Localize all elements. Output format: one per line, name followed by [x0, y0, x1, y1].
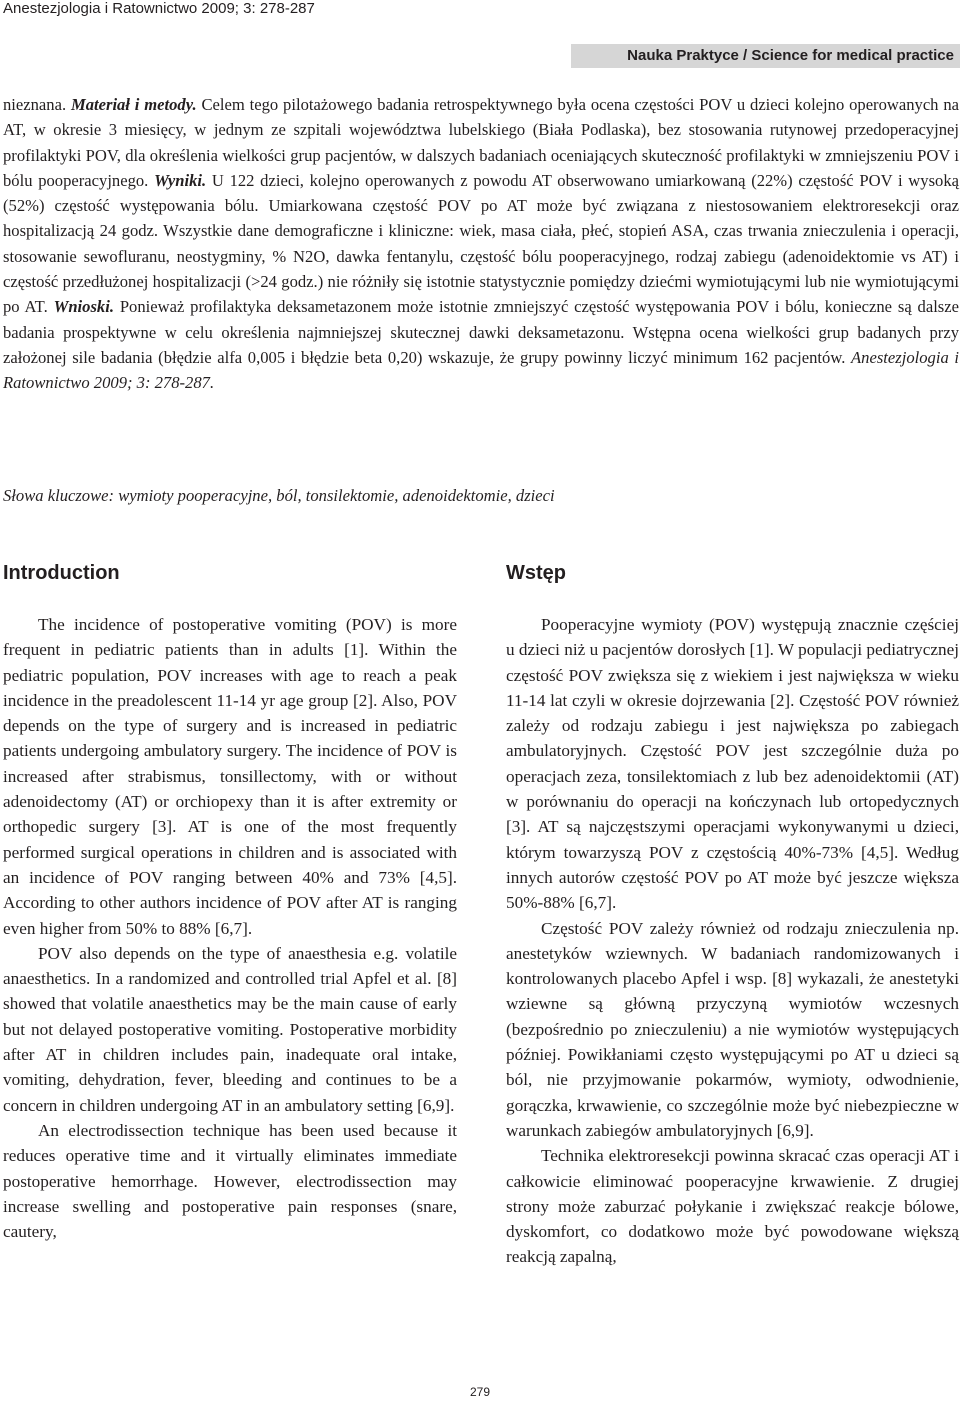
keywords: Słowa kluczowe: wymioty pooperacyjne, ból, tonsilektomie, adenoidektomie, dzieci: [3, 486, 555, 505]
section-label: Nauka Praktyce / Science for medical practice: [571, 44, 960, 68]
abstract-citation: Anestezjologia i Ratownictwo 2009; 3: 278-287.: [3, 347, 960, 393]
wstep-paragraph: Pooperacyjne wymioty (POV) występują znacznie częściej u dzieci niż u pacjentów dorosłych [1]. W populacji pediatrycznej częstość POV zwiększa się z wiekiem i jest największa w wieku 11-14 lat czyli w okresie dojrzewania [2]. Częstość POV również zależy od rodzaju zabiegu i jest największa po zabiegach ambulatoryjnych. Częstość POV jest szczególnie duża po operacjach zeza, tonsilektomiach z lub bez adenoidektomii (AT) w porównaniu do operacji na kończynach lub ortopedycznych [3]. AT są najczęstszymi operacjami wykonywanymi u dzieci, którym towarzyszą POV z częstością 40%-73% [4,5]. Według innych autorów częstość POV po AT może być jeszcze większa 50%-88% [6,7].: [506, 615, 959, 913]
introduction-paragraph: POV also depends on the type of anaesthesia e.g. volatile anaesthetics. In a randomized and controlled trial Apfel et al. [8] showed that volatile anaesthetics may be the main cause of early but not delayed postoperative vomiting. Postoperative morbidity after AT in children includes pain, inadequate oral intake, vomiting, dehydration, fever, bleeding and continues to be a concern in children undergoing AT in an ambulatory setting [6,9].: [3, 943, 457, 1115]
wstep-heading: Wstęp: [506, 562, 566, 584]
abstract-results-text: U 122 dzieci, kolejno operowanych z powodu AT obserwowano umiarkowaną (22%) częstość POV i wysoką (52%) częstość występowania bólu. Umiarkowana częstość POV po AT może być związana z niestosowaniem elektroresekcji oraz hospitalizacją 24 godz. Wszystkie dane demograficzne i kliniczne: wiek, masa ciała, płeć, stopień ASA, czas trwania znieczulenia i operacji, stosowanie sewofluranu, neostygminy, % N2O, dawka fentanylu, częstość bólu pooperacyjnego, rodzaj zabiegu (adenoidektomie vs AT) i częstość przedłużonej hospitalizacji (>24 godz.) nie różniły się istotnie statystycznie pomiędzy dziećmi wymiotującymi lub nie wymiotującymi po AT.: [3, 170, 959, 317]
page-number: 279: [469, 1385, 491, 1399]
label-results: Wyniki.: [154, 170, 207, 190]
label-conclusions: Wnioski.: [53, 297, 114, 317]
abstract-lead: nieznana.: [3, 95, 71, 114]
wstep-paragraph: Technika elektroresekcji powinna skracać czas operacji AT i całkowicie eliminować pooperacyjne krwawienie. Z drugiej strony może zaburzać połykanie i zwiększać reakcje bólowe, dyskomfort, co dodatkowo może być powodowane większą reakcją zapalną,: [506, 1146, 959, 1267]
abstract: [3, 92, 959, 396]
abstract-conclusions-text: Ponieważ profilaktyka deksametazonem może istotnie zmniejszyć częstość występowania POV i bólu, konieczne są dalsze badania prospektywne w celu określenia najmniejszej skutecznej dawki deksametazonu. Wstępna ocena wielkości grup badanych przy założonej sile badania (błędzie alfa 0,005 i błędzie beta 0,20) wskazuje, że grupy powinny liczyć minimum 162 pacjentów.: [3, 297, 959, 367]
introduction-paragraph: The incidence of postoperative vomiting (POV) is more frequent in pediatric patients than in adults [1]. Within the pediatric population, POV increases with age to reach a peak incidence in the preadolescent 11-14 yr age group [2]. Also, POV depends on the type of surgery and is increased in pediatric patients undergoing ambulatory surgery. The incidence of POV is increased after strabismus, tonsillectomy, with or without adenoidectomy (AT) or orchiopexy than it is after extremity or orthopedic surgery [3]. AT is one of the most frequently performed surgical operations in children and is associated with an incidence of POV ranging between 40% and 73% [4,5]. According to other authors incidence of POV after AT is ranging even higher from 50% to 88% [6,7].: [3, 615, 457, 938]
label-material: Materiał i metody.: [70, 95, 197, 114]
introduction-heading: Introduction: [3, 562, 120, 584]
wstep-paragraph: Częstość POV zależy również od rodzaju znieczulenia np. anestetyków wziewnych. W badaniach randomizowanych i kontrolowanych placebo Apfel i wsp. [8] wykazali, że anestetyki wziewne są główną przyczyną wymiotów wczesnych (bezpośrednio po znieczuleniu) a nie wymiotów występujących później. Powikłaniami często występującymi po AT u dzieci są ból, nie przyjmowanie pokarmów, wymioty, odwodnienie, gorączka, krwawienie, co szczególnie może być niebezpieczne w warunkach zabiegów ambulatoryjnych [6,9].: [506, 918, 959, 1140]
introduction-paragraph: An electrodissection technique has been used because it reduces operative time and it virtually eliminates immediate postoperative hemorrhage. However, electrodissection may increase swelling and postoperative pain responses (snare, cautery,: [3, 1120, 457, 1242]
introduction-column: [3, 560, 457, 1244]
abstract-material-text: Celem tego pilotażowego badania retrospektywnego była ocena częstości POV u dzieci kolejno operowanych na AT, w okresie 3 miesięcy, w jednym ze szpitali województwa lubelskiego (Biała Podlaska), bez stosowania rutynowej przedoperacyjnej profilaktyki POV, dla określenia wielkości grup pacjentów, w dalszych badaniach oceniających skuteczność profilaktyki w zmniejszeniu POV i bólu pooperacyjnego.: [3, 95, 959, 190]
wstep-column: [506, 560, 959, 1270]
running-head-citation: Anestezjologia i Ratownictwo 2009; 3: 278-287: [3, 0, 315, 17]
